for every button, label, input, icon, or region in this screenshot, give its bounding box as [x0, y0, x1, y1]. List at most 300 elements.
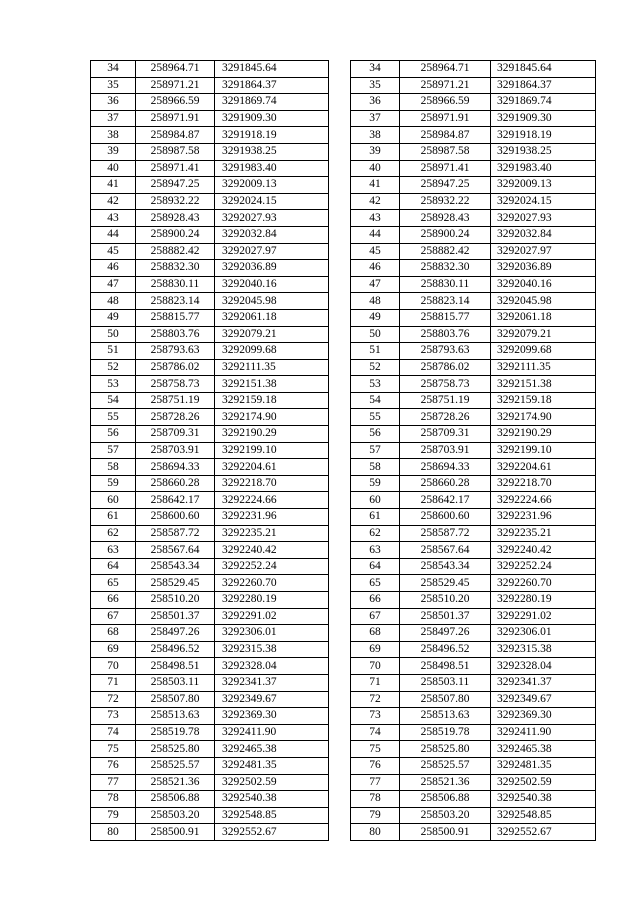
x-coordinate-cell: 258751.19	[136, 392, 215, 409]
x-coordinate-cell: 258971.21	[400, 77, 491, 94]
table-row	[91, 293, 329, 310]
table-row	[91, 243, 329, 260]
table-row	[91, 359, 329, 376]
coordinate-table-left	[90, 60, 329, 841]
table-row	[351, 77, 596, 94]
point-number-cell: 39	[91, 143, 136, 160]
x-coordinate-cell: 258900.24	[136, 226, 215, 243]
table-row	[91, 426, 329, 443]
table-row	[351, 309, 596, 326]
y-coordinate-cell: 3292260.70	[491, 575, 596, 592]
table-row	[351, 326, 596, 343]
y-coordinate-cell: 3292079.21	[491, 326, 596, 343]
y-coordinate-cell: 3292240.42	[491, 542, 596, 559]
y-coordinate-cell: 3292231.96	[215, 509, 329, 526]
x-coordinate-cell: 258642.17	[400, 492, 491, 509]
y-coordinate-cell: 3292079.21	[215, 326, 329, 343]
x-coordinate-cell: 258971.91	[400, 110, 491, 127]
x-coordinate-cell: 258793.63	[400, 343, 491, 360]
table-row	[351, 625, 596, 642]
y-coordinate-cell: 3292159.18	[491, 392, 596, 409]
point-number-cell: 58	[351, 459, 400, 476]
point-number-cell: 54	[351, 392, 400, 409]
table-row	[351, 359, 596, 376]
table-row	[91, 724, 329, 741]
y-coordinate-cell: 3291845.64	[491, 61, 596, 78]
table-row	[91, 824, 329, 841]
y-coordinate-cell: 3292040.16	[215, 276, 329, 293]
x-coordinate-cell: 258966.59	[136, 94, 215, 111]
y-coordinate-cell: 3292061.18	[215, 309, 329, 326]
table-row	[91, 143, 329, 160]
table-row	[351, 542, 596, 559]
x-coordinate-cell: 258932.22	[400, 193, 491, 210]
point-number-cell: 60	[91, 492, 136, 509]
x-coordinate-cell: 258947.25	[136, 177, 215, 194]
y-coordinate-cell: 3291909.30	[491, 110, 596, 127]
point-number-cell: 78	[351, 791, 400, 808]
y-coordinate-cell: 3292315.38	[491, 641, 596, 658]
x-coordinate-cell: 258971.41	[400, 160, 491, 177]
y-coordinate-cell: 3292349.67	[215, 691, 329, 708]
x-coordinate-cell: 258497.26	[136, 625, 215, 642]
point-number-cell: 73	[351, 708, 400, 725]
y-coordinate-cell: 3292235.21	[491, 525, 596, 542]
table-row	[91, 575, 329, 592]
point-number-cell: 37	[351, 110, 400, 127]
table-row	[351, 791, 596, 808]
x-coordinate-cell: 258832.30	[400, 260, 491, 277]
point-number-cell: 79	[91, 807, 136, 824]
x-coordinate-cell: 258567.64	[400, 542, 491, 559]
x-coordinate-cell: 258503.11	[136, 674, 215, 691]
y-coordinate-cell: 3292151.38	[491, 376, 596, 393]
point-number-cell: 80	[351, 824, 400, 841]
y-coordinate-cell: 3292341.37	[491, 674, 596, 691]
table-row	[91, 459, 329, 476]
table-row	[351, 177, 596, 194]
x-coordinate-cell: 258567.64	[136, 542, 215, 559]
y-coordinate-cell: 3292190.29	[215, 426, 329, 443]
table-row	[91, 475, 329, 492]
table-row	[91, 791, 329, 808]
y-coordinate-cell: 3291938.25	[491, 143, 596, 160]
point-number-cell: 56	[351, 426, 400, 443]
table-row	[351, 193, 596, 210]
x-coordinate-cell: 258521.36	[136, 774, 215, 791]
y-coordinate-cell: 3292027.93	[215, 210, 329, 227]
x-coordinate-cell: 258497.26	[400, 625, 491, 642]
point-number-cell: 72	[351, 691, 400, 708]
x-coordinate-cell: 258503.11	[400, 674, 491, 691]
x-coordinate-cell: 258928.43	[400, 210, 491, 227]
table-row	[351, 592, 596, 609]
x-coordinate-cell: 258500.91	[136, 824, 215, 841]
x-coordinate-cell: 258525.80	[400, 741, 491, 758]
table-row	[91, 558, 329, 575]
table-row	[351, 392, 596, 409]
table-row	[91, 442, 329, 459]
point-number-cell: 60	[351, 492, 400, 509]
y-coordinate-cell: 3292411.90	[491, 724, 596, 741]
x-coordinate-cell: 258506.88	[136, 791, 215, 808]
x-coordinate-cell: 258525.80	[136, 741, 215, 758]
point-number-cell: 66	[91, 592, 136, 609]
point-number-cell: 69	[351, 641, 400, 658]
y-coordinate-cell: 3291909.30	[215, 110, 329, 127]
point-number-cell: 53	[351, 376, 400, 393]
x-coordinate-cell: 258529.45	[136, 575, 215, 592]
coordinate-table-right	[350, 60, 596, 841]
y-coordinate-cell: 3291918.19	[215, 127, 329, 144]
point-number-cell: 68	[91, 625, 136, 642]
table-row	[91, 226, 329, 243]
table-row	[351, 492, 596, 509]
point-number-cell: 70	[91, 658, 136, 675]
table-row	[351, 409, 596, 426]
point-number-cell: 34	[351, 61, 400, 78]
x-coordinate-cell: 258823.14	[136, 293, 215, 310]
point-number-cell: 40	[351, 160, 400, 177]
point-number-cell: 76	[91, 757, 136, 774]
point-number-cell: 75	[351, 741, 400, 758]
point-number-cell: 42	[351, 193, 400, 210]
x-coordinate-cell: 258694.33	[400, 459, 491, 476]
x-coordinate-cell: 258793.63	[136, 343, 215, 360]
table-row	[351, 243, 596, 260]
x-coordinate-cell: 258947.25	[400, 177, 491, 194]
y-coordinate-cell: 3292280.19	[215, 592, 329, 609]
point-number-cell: 74	[91, 724, 136, 741]
point-number-cell: 76	[351, 757, 400, 774]
y-coordinate-cell: 3292315.38	[215, 641, 329, 658]
table-row	[351, 691, 596, 708]
x-coordinate-cell: 258521.36	[400, 774, 491, 791]
x-coordinate-cell: 258815.77	[136, 309, 215, 326]
table-row	[91, 691, 329, 708]
y-coordinate-cell: 3291938.25	[215, 143, 329, 160]
x-coordinate-cell: 258928.43	[136, 210, 215, 227]
x-coordinate-cell: 258660.28	[136, 475, 215, 492]
y-coordinate-cell: 3292465.38	[491, 741, 596, 758]
point-number-cell: 54	[91, 392, 136, 409]
point-number-cell: 71	[91, 674, 136, 691]
x-coordinate-cell: 258830.11	[400, 276, 491, 293]
point-number-cell: 47	[91, 276, 136, 293]
point-number-cell: 37	[91, 110, 136, 127]
point-number-cell: 75	[91, 741, 136, 758]
table-row	[91, 641, 329, 658]
point-number-cell: 59	[351, 475, 400, 492]
table-row	[91, 625, 329, 642]
point-number-cell: 78	[91, 791, 136, 808]
x-coordinate-cell: 258971.41	[136, 160, 215, 177]
table-row	[351, 160, 596, 177]
y-coordinate-cell: 3292199.10	[491, 442, 596, 459]
y-coordinate-cell: 3292151.38	[215, 376, 329, 393]
table-row	[351, 558, 596, 575]
x-coordinate-cell: 258587.72	[400, 525, 491, 542]
y-coordinate-cell: 3292061.18	[491, 309, 596, 326]
x-coordinate-cell: 258503.20	[400, 807, 491, 824]
point-number-cell: 48	[91, 293, 136, 310]
table-row	[351, 525, 596, 542]
x-coordinate-cell: 258510.20	[400, 592, 491, 609]
table-row	[91, 177, 329, 194]
point-number-cell: 72	[91, 691, 136, 708]
point-number-cell: 55	[91, 409, 136, 426]
table-row	[91, 392, 329, 409]
point-number-cell: 51	[351, 343, 400, 360]
point-number-cell: 49	[351, 309, 400, 326]
y-coordinate-cell: 3292540.38	[215, 791, 329, 808]
point-number-cell: 38	[91, 127, 136, 144]
table-row	[91, 77, 329, 94]
y-coordinate-cell: 3292260.70	[215, 575, 329, 592]
table-row	[91, 193, 329, 210]
y-coordinate-cell: 3292548.85	[215, 807, 329, 824]
y-coordinate-cell: 3292328.04	[215, 658, 329, 675]
y-coordinate-cell: 3292552.67	[491, 824, 596, 841]
x-coordinate-cell: 258525.57	[136, 757, 215, 774]
x-coordinate-cell: 258964.71	[400, 61, 491, 78]
y-coordinate-cell: 3292174.90	[491, 409, 596, 426]
point-number-cell: 56	[91, 426, 136, 443]
x-coordinate-cell: 258966.59	[400, 94, 491, 111]
y-coordinate-cell: 3292036.89	[215, 260, 329, 277]
y-coordinate-cell: 3292341.37	[215, 674, 329, 691]
x-coordinate-cell: 258728.26	[400, 409, 491, 426]
point-number-cell: 67	[351, 608, 400, 625]
y-coordinate-cell: 3292306.01	[215, 625, 329, 642]
point-number-cell: 45	[351, 243, 400, 260]
table-row	[351, 807, 596, 824]
table-row	[351, 724, 596, 741]
table-row	[91, 160, 329, 177]
point-number-cell: 39	[351, 143, 400, 160]
point-number-cell: 62	[91, 525, 136, 542]
table-row	[91, 741, 329, 758]
x-coordinate-cell: 258529.45	[400, 575, 491, 592]
y-coordinate-cell: 3292099.68	[215, 343, 329, 360]
point-number-cell: 57	[91, 442, 136, 459]
y-coordinate-cell: 3292024.15	[215, 193, 329, 210]
table-row	[351, 658, 596, 675]
x-coordinate-cell: 258987.58	[136, 143, 215, 160]
x-coordinate-cell: 258507.80	[136, 691, 215, 708]
y-coordinate-cell: 3292291.02	[215, 608, 329, 625]
table-row	[351, 94, 596, 111]
table-row	[91, 210, 329, 227]
y-coordinate-cell: 3292540.38	[491, 791, 596, 808]
table-row	[351, 376, 596, 393]
y-coordinate-cell: 3292174.90	[215, 409, 329, 426]
point-number-cell: 69	[91, 641, 136, 658]
table-row	[351, 110, 596, 127]
table-row	[351, 708, 596, 725]
y-coordinate-cell: 3292040.16	[491, 276, 596, 293]
y-coordinate-cell: 3291845.64	[215, 61, 329, 78]
point-number-cell: 65	[91, 575, 136, 592]
x-coordinate-cell: 258513.63	[136, 708, 215, 725]
table-row	[91, 774, 329, 791]
x-coordinate-cell: 258786.02	[400, 359, 491, 376]
y-coordinate-cell: 3292027.97	[215, 243, 329, 260]
table-row	[351, 226, 596, 243]
table-row	[351, 293, 596, 310]
x-coordinate-cell: 258642.17	[136, 492, 215, 509]
table-row	[91, 94, 329, 111]
point-number-cell: 55	[351, 409, 400, 426]
y-coordinate-cell: 3292369.30	[491, 708, 596, 725]
table-row	[351, 260, 596, 277]
point-number-cell: 63	[351, 542, 400, 559]
y-coordinate-cell: 3292204.61	[215, 459, 329, 476]
x-coordinate-cell: 258832.30	[136, 260, 215, 277]
x-coordinate-cell: 258984.87	[400, 127, 491, 144]
table-row	[91, 674, 329, 691]
y-coordinate-cell: 3292027.97	[491, 243, 596, 260]
y-coordinate-cell: 3292481.35	[215, 757, 329, 774]
table-row	[351, 641, 596, 658]
x-coordinate-cell: 258932.22	[136, 193, 215, 210]
y-coordinate-cell: 3292306.01	[491, 625, 596, 642]
y-coordinate-cell: 3292252.24	[215, 558, 329, 575]
y-coordinate-cell: 3292252.24	[491, 558, 596, 575]
x-coordinate-cell: 258882.42	[400, 243, 491, 260]
table-row	[91, 326, 329, 343]
y-coordinate-cell: 3292224.66	[491, 492, 596, 509]
table-row	[91, 542, 329, 559]
table-row	[351, 127, 596, 144]
table-row	[351, 757, 596, 774]
point-number-cell: 74	[351, 724, 400, 741]
y-coordinate-cell: 3292045.98	[491, 293, 596, 310]
point-number-cell: 38	[351, 127, 400, 144]
x-coordinate-cell: 258506.88	[400, 791, 491, 808]
y-coordinate-cell: 3292481.35	[491, 757, 596, 774]
point-number-cell: 50	[351, 326, 400, 343]
y-coordinate-cell: 3292199.10	[215, 442, 329, 459]
x-coordinate-cell: 258510.20	[136, 592, 215, 609]
table-row	[91, 525, 329, 542]
y-coordinate-cell: 3292369.30	[215, 708, 329, 725]
x-coordinate-cell: 258709.31	[136, 426, 215, 443]
point-number-cell: 77	[351, 774, 400, 791]
x-coordinate-cell: 258496.52	[400, 641, 491, 658]
y-coordinate-cell: 3292349.67	[491, 691, 596, 708]
point-number-cell: 44	[91, 226, 136, 243]
point-number-cell: 40	[91, 160, 136, 177]
x-coordinate-cell: 258513.63	[400, 708, 491, 725]
table-row	[351, 442, 596, 459]
x-coordinate-cell: 258703.91	[400, 442, 491, 459]
table-row	[351, 575, 596, 592]
y-coordinate-cell: 3291864.37	[491, 77, 596, 94]
table-row	[351, 459, 596, 476]
point-number-cell: 62	[351, 525, 400, 542]
point-number-cell: 58	[91, 459, 136, 476]
x-coordinate-cell: 258503.20	[136, 807, 215, 824]
point-number-cell: 52	[351, 359, 400, 376]
x-coordinate-cell: 258703.91	[136, 442, 215, 459]
y-coordinate-cell: 3292032.84	[215, 226, 329, 243]
x-coordinate-cell: 258543.34	[400, 558, 491, 575]
point-number-cell: 44	[351, 226, 400, 243]
table-row	[91, 592, 329, 609]
x-coordinate-cell: 258971.21	[136, 77, 215, 94]
x-coordinate-cell: 258709.31	[400, 426, 491, 443]
y-coordinate-cell: 3292235.21	[215, 525, 329, 542]
table-row	[91, 807, 329, 824]
x-coordinate-cell: 258507.80	[400, 691, 491, 708]
table-row	[91, 509, 329, 526]
table-row	[351, 475, 596, 492]
table-row	[351, 774, 596, 791]
table-row	[351, 608, 596, 625]
table-row	[91, 309, 329, 326]
point-number-cell: 64	[91, 558, 136, 575]
table-row	[91, 376, 329, 393]
y-coordinate-cell: 3292009.13	[491, 177, 596, 194]
point-number-cell: 64	[351, 558, 400, 575]
x-coordinate-cell: 258964.71	[136, 61, 215, 78]
x-coordinate-cell: 258900.24	[400, 226, 491, 243]
x-coordinate-cell: 258660.28	[400, 475, 491, 492]
point-number-cell: 43	[91, 210, 136, 227]
table-row	[91, 127, 329, 144]
point-number-cell: 43	[351, 210, 400, 227]
table-row	[351, 210, 596, 227]
y-coordinate-cell: 3291918.19	[491, 127, 596, 144]
y-coordinate-cell: 3292231.96	[491, 509, 596, 526]
x-coordinate-cell: 258498.51	[136, 658, 215, 675]
x-coordinate-cell: 258587.72	[136, 525, 215, 542]
point-number-cell: 71	[351, 674, 400, 691]
y-coordinate-cell: 3292218.70	[215, 475, 329, 492]
y-coordinate-cell: 3292240.42	[215, 542, 329, 559]
point-number-cell: 48	[351, 293, 400, 310]
point-number-cell: 47	[351, 276, 400, 293]
x-coordinate-cell: 258519.78	[400, 724, 491, 741]
point-number-cell: 61	[351, 509, 400, 526]
y-coordinate-cell: 3292027.93	[491, 210, 596, 227]
x-coordinate-cell: 258500.91	[400, 824, 491, 841]
point-number-cell: 79	[351, 807, 400, 824]
point-number-cell: 35	[91, 77, 136, 94]
table-row	[351, 741, 596, 758]
x-coordinate-cell: 258803.76	[136, 326, 215, 343]
point-number-cell: 50	[91, 326, 136, 343]
y-coordinate-cell: 3292465.38	[215, 741, 329, 758]
x-coordinate-cell: 258971.91	[136, 110, 215, 127]
y-coordinate-cell: 3292045.98	[215, 293, 329, 310]
y-coordinate-cell: 3292009.13	[215, 177, 329, 194]
y-coordinate-cell: 3292036.89	[491, 260, 596, 277]
y-coordinate-cell: 3292502.59	[215, 774, 329, 791]
table-row	[91, 343, 329, 360]
table-row	[91, 708, 329, 725]
point-number-cell: 80	[91, 824, 136, 841]
point-number-cell: 46	[351, 260, 400, 277]
y-coordinate-cell: 3292291.02	[491, 608, 596, 625]
y-coordinate-cell: 3292218.70	[491, 475, 596, 492]
table-row	[91, 757, 329, 774]
table-row	[91, 658, 329, 675]
point-number-cell: 34	[91, 61, 136, 78]
x-coordinate-cell: 258786.02	[136, 359, 215, 376]
y-coordinate-cell: 3292280.19	[491, 592, 596, 609]
